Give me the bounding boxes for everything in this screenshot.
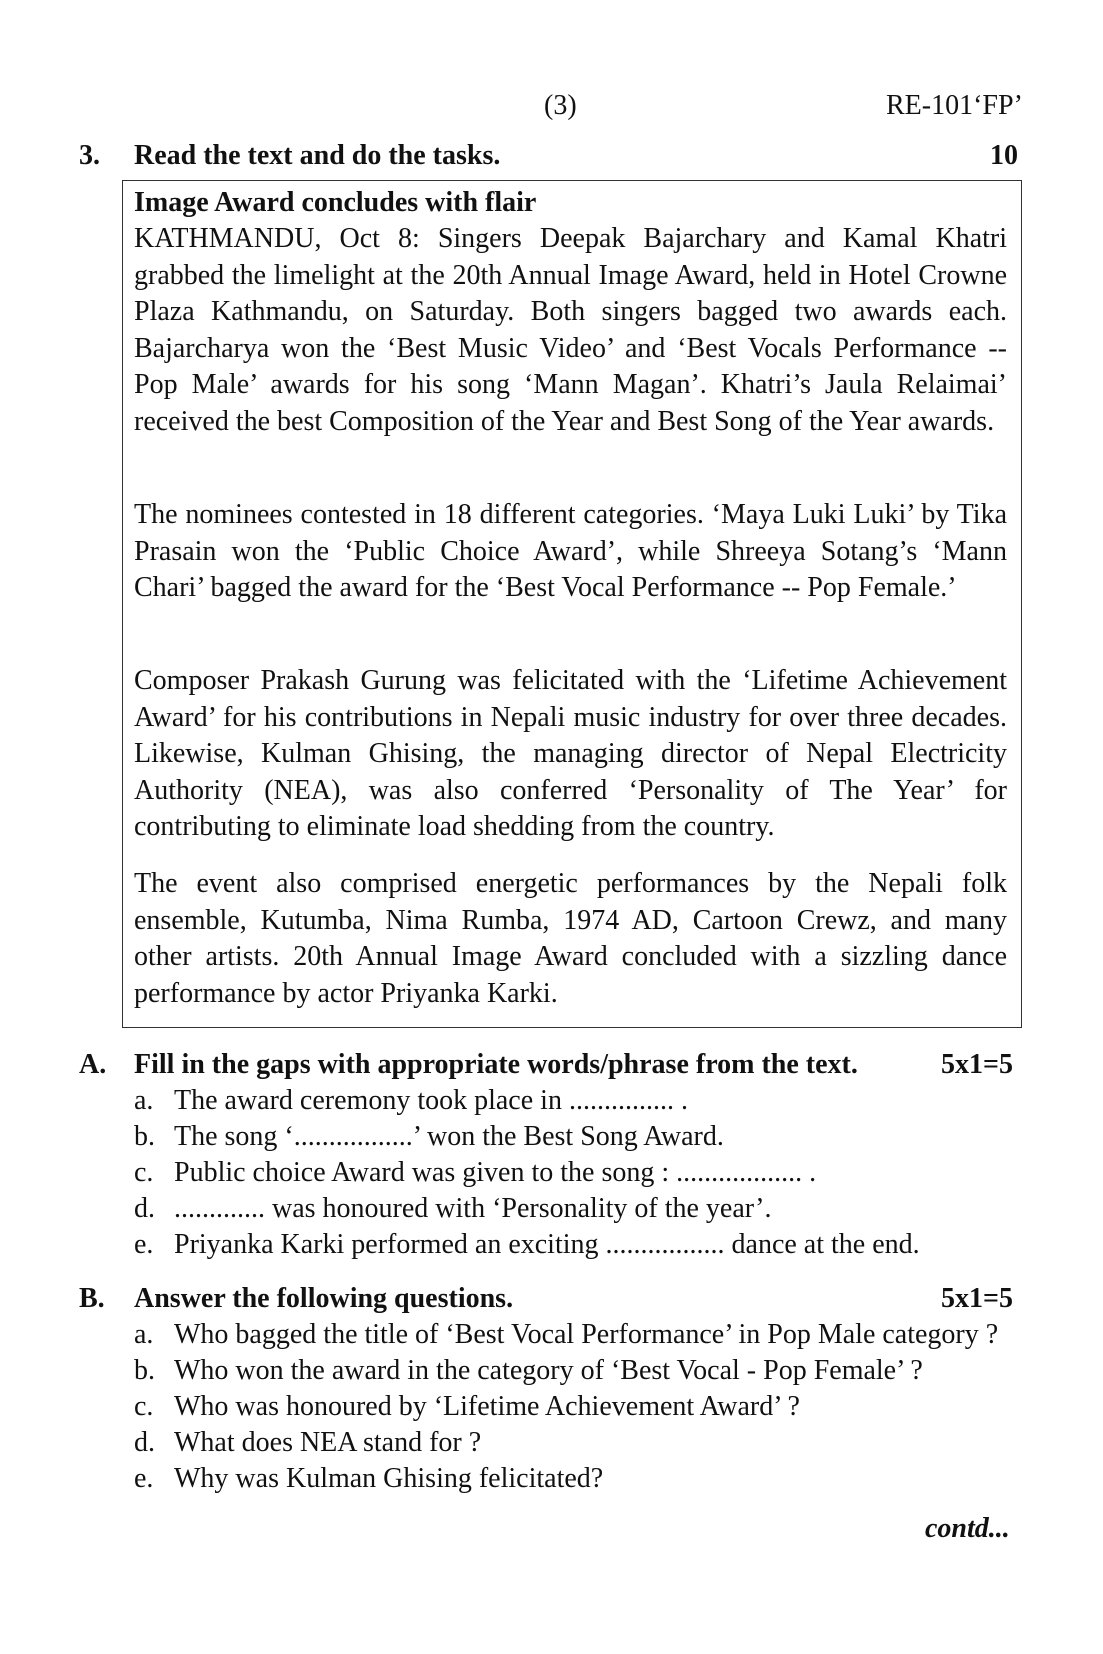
item-text: What does NEA stand for ?: [174, 1427, 482, 1458]
item-text: Why was Kulman Ghising felicitated?: [174, 1463, 604, 1494]
fill-gap-item: [134, 1191, 771, 1228]
item-text: Who won the award in the category of ‘Best Vocal - Pop Female’ ?: [174, 1355, 923, 1386]
passage-title: Image Award concludes with flair: [134, 187, 537, 218]
passage-paragraph: [134, 663, 1007, 846]
item-text: The song ‘.................’ won the Best Song Award.: [174, 1121, 724, 1152]
paragraph-text: The event also comprised energetic performances by the Nepali folk ensemble, Kutumba, Nima Rumba, 1974 AD, Cartoon Crewz, and many other artists. 20th Annual Image Award concluded with a sizzling dance performance by actor Priyanka Karki.: [134, 868, 1007, 1009]
question-item: [134, 1425, 481, 1462]
item-label: b.: [134, 1355, 155, 1386]
question-item: [134, 1317, 998, 1354]
item-text: The award ceremony took place in ............... .: [174, 1085, 688, 1116]
section-a-heading: Fill in the gaps with appropriate words/phrase from the text.: [134, 1049, 858, 1080]
page-number: (3): [544, 90, 577, 121]
section-a-letter: A.: [79, 1049, 107, 1080]
passage-paragraph: [134, 497, 1007, 607]
item-label: e.: [134, 1463, 154, 1494]
question-instruction: Read the text and do the tasks.: [134, 140, 501, 171]
item-text: Public choice Award was given to the song : .................. .: [174, 1157, 817, 1188]
item-text: Priyanka Karki performed an exciting ................. dance at the end.: [174, 1229, 920, 1260]
item-label: c.: [134, 1391, 154, 1422]
fill-gap-item: [134, 1227, 920, 1264]
item-label: d.: [134, 1427, 155, 1458]
question-marks: 10: [990, 140, 1018, 171]
item-label: c.: [134, 1157, 154, 1188]
section-a-marks: 5x1=5: [941, 1049, 1013, 1080]
paragraph-text: KATHMANDU, Oct 8: Singers Deepak Bajarchary and Kamal Khatri grabbed the limelight at the 20th Annual Image Award, held in Hotel Crowne Plaza Kathmandu, on Saturday. Both singers bagged two awards each. Bajarcharya won the ‘Best Music Video’ and ‘Best Vocals Performance -- Pop Male’ awards for his song ‘Mann Magan’. Khatri’s Jaula Relaimai’ received the best Composition of the Year and Best Song of the Year awards.: [134, 223, 1007, 437]
paragraph-text: The nominees contested in 18 different categories. ‘Maya Luki Luki’ by Tika Prasain won the ‘Public Choice Award’, while Shreeya Sotang’s ‘Mann Chari’ bagged the award for the ‘Best Vocal Performance -- Pop Female.’: [134, 499, 1007, 604]
item-label: a.: [134, 1319, 154, 1350]
section-b-marks: 5x1=5: [941, 1283, 1013, 1314]
item-label: e.: [134, 1229, 154, 1260]
passage-paragraph: [134, 866, 1007, 1012]
item-text: ............. was honoured with ‘Personality of the year’.: [174, 1193, 772, 1224]
continued-note: contd...: [925, 1513, 1010, 1544]
fill-gap-item: [134, 1119, 724, 1156]
question-item: [134, 1353, 923, 1390]
item-text: Who was honoured by ‘Lifetime Achievement Award’ ?: [174, 1391, 800, 1422]
item-label: b.: [134, 1121, 155, 1152]
section-b-heading: Answer the following questions.: [134, 1283, 514, 1314]
item-label: d.: [134, 1193, 155, 1224]
passage-paragraph: [134, 221, 1007, 441]
question-item: [134, 1389, 800, 1426]
fill-gap-item: [134, 1155, 816, 1192]
section-b-letter: B.: [79, 1283, 105, 1314]
question-item: [134, 1461, 603, 1498]
item-text: Who bagged the title of ‘Best Vocal Performance’ in Pop Male category ?: [174, 1319, 999, 1350]
item-label: a.: [134, 1085, 154, 1116]
paper-code: RE-101‘FP’: [886, 90, 1023, 121]
paragraph-text: Composer Prakash Gurung was felicitated with the ‘Lifetime Achievement Award’ for his contributions in Nepali music industry for over three decades. Likewise, Kulman Ghising, the managing director of Nepal Electricity Authority (NEA), was also conferred ‘Personality of The Year’ for contributing to eliminate load shedding from the country.: [134, 665, 1007, 843]
fill-gap-item: [134, 1083, 688, 1120]
question-number: 3.: [79, 140, 100, 171]
